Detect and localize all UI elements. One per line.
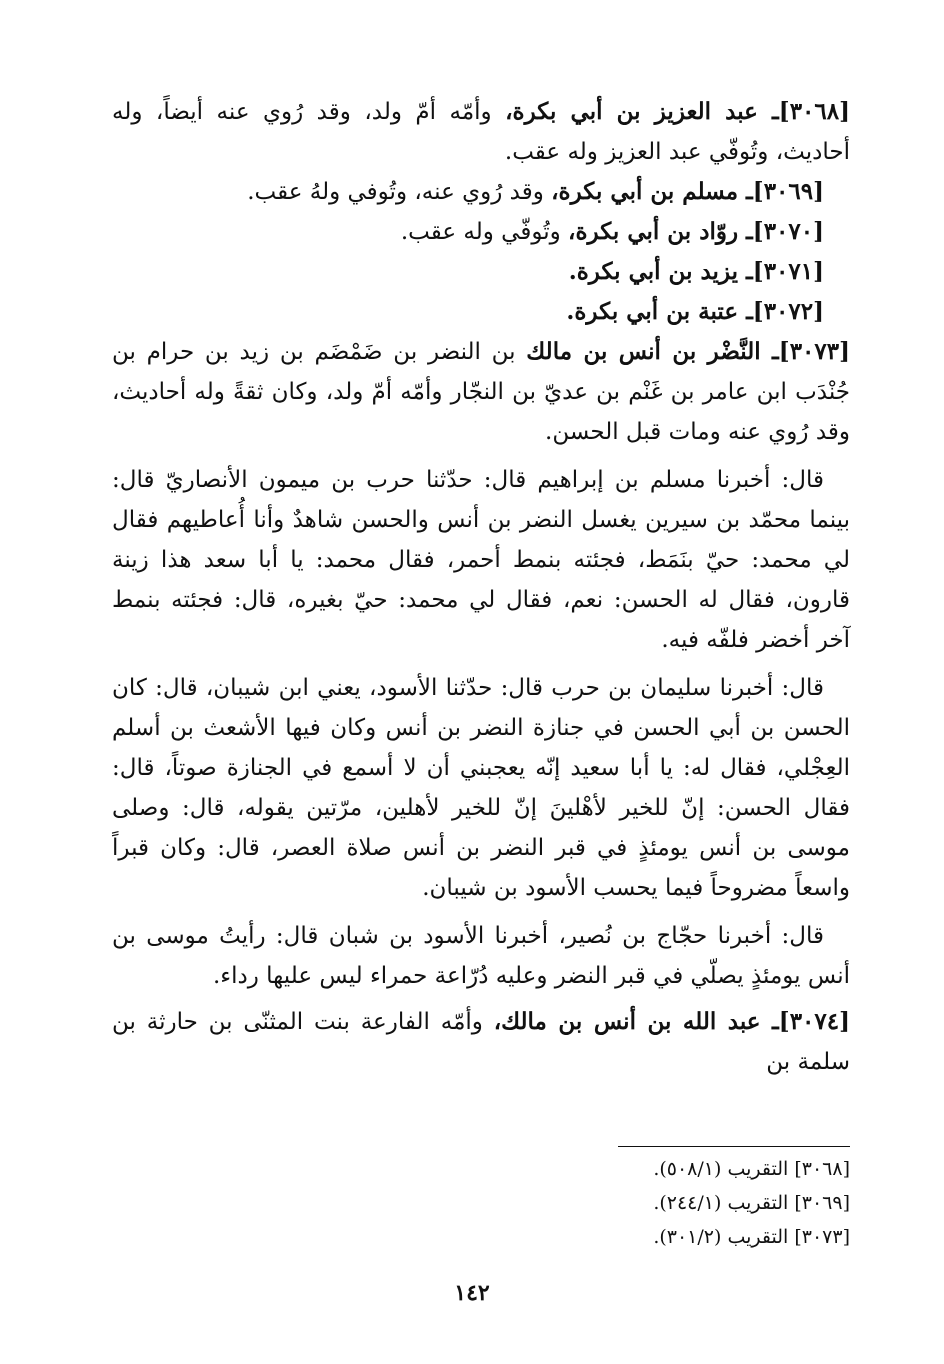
entry-heading: [٣٠٧٣]ـ النَّضْر بن أنس بن مالك bbox=[526, 338, 850, 365]
entry-3073 bbox=[112, 332, 850, 452]
entry-3071 bbox=[112, 252, 850, 292]
entry-heading: [٣٠٦٨]ـ عبد العزيز بن أبي بكرة، bbox=[505, 98, 850, 125]
entry-heading: [٣٠٦٩]ـ مسلم بن أبي بكرة، bbox=[551, 178, 824, 205]
footnote: [٣٠٦٩] التقريب (٢٤٤/١). bbox=[653, 1192, 850, 1214]
entry-3070 bbox=[112, 212, 850, 252]
footnotes bbox=[400, 1152, 850, 1254]
entry-3069 bbox=[112, 172, 850, 212]
page-number: ١٤٢ bbox=[454, 1280, 490, 1306]
entry-3074 bbox=[112, 1002, 850, 1082]
footnote: [٣٠٧٣] التقريب (٣٠١/٢). bbox=[653, 1226, 850, 1248]
entry-heading: [٣٠٧٢]ـ عتبة بن أبي بكرة. bbox=[566, 298, 824, 325]
entry-3072 bbox=[112, 292, 850, 332]
footnote: [٣٠٦٨] التقريب (٥٠٨/١). bbox=[653, 1158, 850, 1180]
narration-paragraph: قال: أخبرنا حجّاج بن نُصير، أخبرنا الأسود بن شبان قال: رأيتُ موسى بن أنس يومئذٍ يصلّي في قبر النضر وعليه دُرّاعة حمراء ليس عليها رداء. bbox=[112, 923, 850, 989]
narration-paragraph: قال: أخبرنا مسلم بن إبراهيم قال: حدّثنا حرب بن ميمون الأنصاريّ قال: بينما محمّد بن سيرين يغسل النضر بن أنس والحسن شاهدٌ وأنا أُعاطيهم فقال لي محمد: حيّ بنَمَط، فجئته بنمط أحمر، فقال محمد: يا أبا سعد هذا زينة قارون، فقال له الحسن: نعم، فقال لي محمد: حيّ بغيره، قال: فجئته بنمط آخر أخضر فلفّه فيه. bbox=[112, 467, 850, 653]
entry-heading: [٣٠٧٠]ـ روّاد بن أبي بكرة، bbox=[568, 218, 824, 245]
footnote-divider bbox=[618, 1146, 850, 1147]
entry-text: وتُوفّي وله عقب. bbox=[400, 219, 569, 245]
entry-text: بن النضر بن ضَمْضَم بن زيد بن حرام بن جُنْدَب ابن عامر بن غَنْم بن عديّ بن النجّار وأمّه أمّ ولد، وكان ثقةً وله أحاديث، وقد رُوي عنه ومات قبل الحسن. bbox=[112, 339, 850, 445]
entry-text: وأمّه أمّ ولد، وقد رُوي عنه أيضاً، وله أحاديث، وتُوفّي عبد العزيز وله عقب. bbox=[112, 99, 850, 165]
entry-heading: [٣٠٧٤]ـ عبد الله بن أنس بن مالك، bbox=[493, 1008, 850, 1035]
entry-text: وأمّه الفارعة بنت المثنّى بن حارثة بن سلمة بن bbox=[112, 1009, 850, 1075]
entry-heading: [٣٠٧١]ـ يزيد بن أبي بكرة. bbox=[568, 258, 824, 285]
main-text bbox=[112, 92, 850, 1082]
entry-3068 bbox=[112, 92, 850, 172]
narration-paragraph: قال: أخبرنا سليمان بن حرب قال: حدّثنا الأسود، يعني ابن شيبان، قال: كان الحسن بن أبي الحسن في جنازة النضر بن أنس وكان فيها الأشعث بن أسلم العِجْلي، فقال له: يا أبا سعيد إنّه يعجبني أن لا أسمع في الجنازة صوتاً، قال: فقال الحسن: إنّ للخير لأهْلينَ إنّ للخير لأهلين، مرّتين يقوله، قال: وصلى موسى بن أنس يومئذٍ في قبر النضر بن أنس صلاة العصر، قال: وكان قبراً واسعاً مضروحاً فيما يحسب الأسود بن شيبان. bbox=[112, 675, 850, 901]
entry-text: وقد رُوي عنه، وتُوفي ولهُ عقب. bbox=[247, 179, 552, 205]
